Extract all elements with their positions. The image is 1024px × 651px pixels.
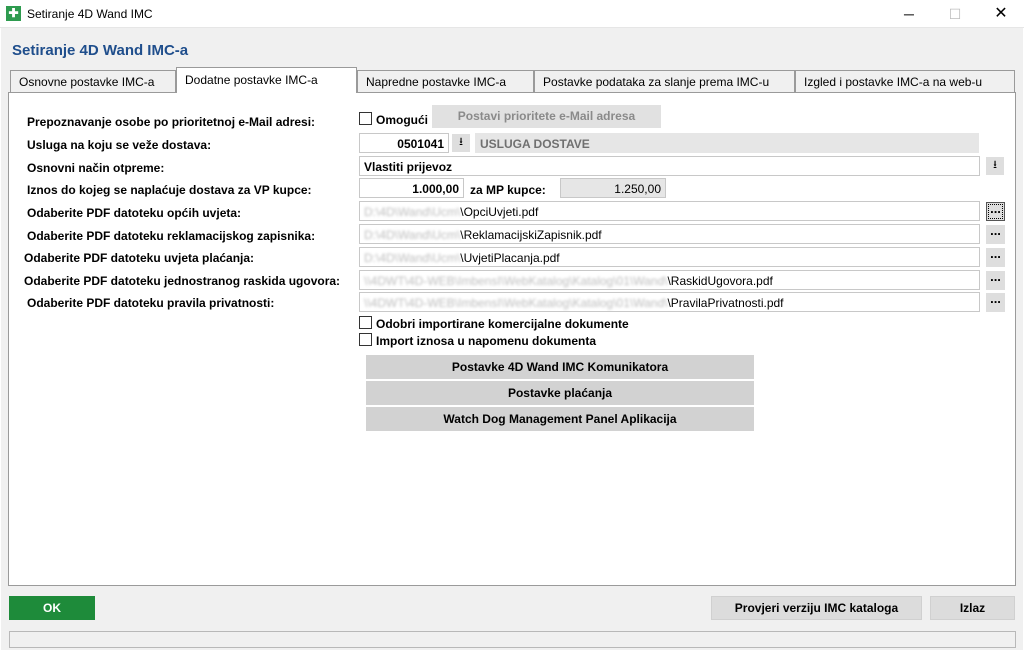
app-logo-icon: ✚ xyxy=(6,6,21,21)
delivery-service-code-field[interactable]: 0501041 xyxy=(359,133,449,153)
close-button[interactable]: ✕ xyxy=(994,5,1008,22)
priority-email-checkbox[interactable] xyxy=(359,112,372,125)
priority-email-checkbox-label: Omogući xyxy=(376,113,429,127)
delivery-service-name-field: USLUGA DOSTAVE xyxy=(475,133,979,153)
pdf-general-terms-path[interactable]: D:\4D\Wand\Ucm\\OpciUvjeti.pdf xyxy=(359,201,980,221)
import-amount-note-label: Import iznosa u napomenu dokumenta xyxy=(376,334,597,348)
priority-email-label: Prepoznavanje osobe po prioritetnoj e-Mail adresi: xyxy=(27,115,316,129)
shipping-method-field[interactable]: Vlastiti prijevoz xyxy=(359,156,980,176)
exit-button[interactable]: Izlaz xyxy=(930,596,1015,620)
tab-dodatne-postavke[interactable] xyxy=(176,67,357,93)
pdf-complaint-record-path[interactable]: D:\4D\Wand\Ucm\\ReklamacijskiZapisnik.pdf xyxy=(359,224,980,244)
window-title: Setiranje 4D Wand IMC xyxy=(27,7,153,21)
tab-label: Izgled i postavke IMC-a na web-u xyxy=(804,75,983,89)
browse-payment-terms-button[interactable]: ... xyxy=(986,248,1005,267)
window-titlebar xyxy=(0,0,1024,28)
payment-settings-button[interactable]: Postavke plaćanja xyxy=(366,381,754,405)
pdf-complaint-record-label: Odaberite PDF datoteku reklamacijskog zapisnika: xyxy=(27,229,316,243)
tab-panel xyxy=(8,92,1016,586)
tab-label: Postavke podataka za slanje prema IMC-u xyxy=(543,75,770,89)
import-amount-note-checkbox[interactable] xyxy=(359,333,372,346)
pdf-payment-terms-label: Odaberite PDF datoteku uvjeta plaćanja: xyxy=(24,251,255,265)
mp-amount-label: za MP kupce: xyxy=(470,183,546,197)
tab-postavke-podataka[interactable] xyxy=(534,70,795,92)
pdf-privacy-policy-path[interactable]: \\4DWT\4D-WEB\ImbensI\WebKatalog\Katalog\01\Wand\\PravilaPrivatnosti.pdf xyxy=(359,292,980,312)
shipping-method-dropdown-icon[interactable]: ⭳ xyxy=(986,157,1004,175)
pdf-contract-termination-label: Odaberite PDF datoteku jednostranog raskida ugovora: xyxy=(24,274,341,288)
set-email-priorities-button[interactable]: Postavi prioritete e-Mail adresa xyxy=(432,105,661,128)
delivery-service-dropdown-icon[interactable]: ⭳ xyxy=(452,134,470,152)
approve-imported-docs-checkbox[interactable] xyxy=(359,316,372,329)
approve-imported-docs-label: Odobri importirane komercijalne dokumente xyxy=(376,317,629,331)
watchdog-panel-button[interactable]: Watch Dog Management Panel Aplikacija xyxy=(366,407,754,431)
pdf-contract-termination-path[interactable]: \\4DWT\4D-WEB\ImbensI\WebKatalog\Katalog\01\Wand\\RaskidUgovora.pdf xyxy=(359,270,980,290)
minimize-button[interactable]: ─ xyxy=(904,6,914,22)
page-title: Setiranje 4D Wand IMC-a xyxy=(12,42,189,59)
pdf-privacy-policy-label: Odaberite PDF datoteku pravila privatnosti: xyxy=(27,296,275,310)
ok-button[interactable]: OK xyxy=(9,596,95,620)
tab-label: Osnovne postavke IMC-a xyxy=(19,75,155,89)
pdf-payment-terms-path[interactable]: D:\4D\Wand\Ucm\\UvjetiPlacanja.pdf xyxy=(359,247,980,267)
delivery-service-label: Usluga na koju se veže dostava: xyxy=(27,138,212,152)
browse-contract-termination-button[interactable]: ... xyxy=(986,271,1005,290)
tab-osnovne-postavke[interactable] xyxy=(10,70,176,92)
tab-label: Dodatne postavke IMC-a xyxy=(185,73,318,87)
maximize-button[interactable]: ☐ xyxy=(948,6,962,22)
communicator-settings-button[interactable]: Postavke 4D Wand IMC Komunikatora xyxy=(366,355,754,379)
tab-label: Napredne postavke IMC-a xyxy=(366,75,507,89)
mp-amount-field: 1.250,00 xyxy=(560,178,666,198)
tab-izgled-postavke[interactable] xyxy=(795,70,1015,92)
status-bar xyxy=(9,631,1016,648)
vp-amount-field[interactable]: 1.000,00 xyxy=(359,178,464,198)
browse-privacy-policy-button[interactable]: ... xyxy=(986,293,1005,312)
delivery-amount-label: Iznos do kojeg se naplaćuje dostava za VP kupce: xyxy=(27,183,312,197)
check-catalog-version-button[interactable]: Provjeri verziju IMC kataloga xyxy=(711,596,922,620)
dialog-client-area xyxy=(1,28,1023,650)
shipping-method-label: Osnovni način otpreme: xyxy=(27,161,165,175)
browse-complaint-record-button[interactable]: ... xyxy=(986,225,1005,244)
pdf-general-terms-label: Odaberite PDF datoteku općih uvjeta: xyxy=(27,206,242,220)
tab-napredne-postavke[interactable] xyxy=(357,70,534,92)
browse-general-terms-button[interactable]: ... xyxy=(986,202,1005,221)
